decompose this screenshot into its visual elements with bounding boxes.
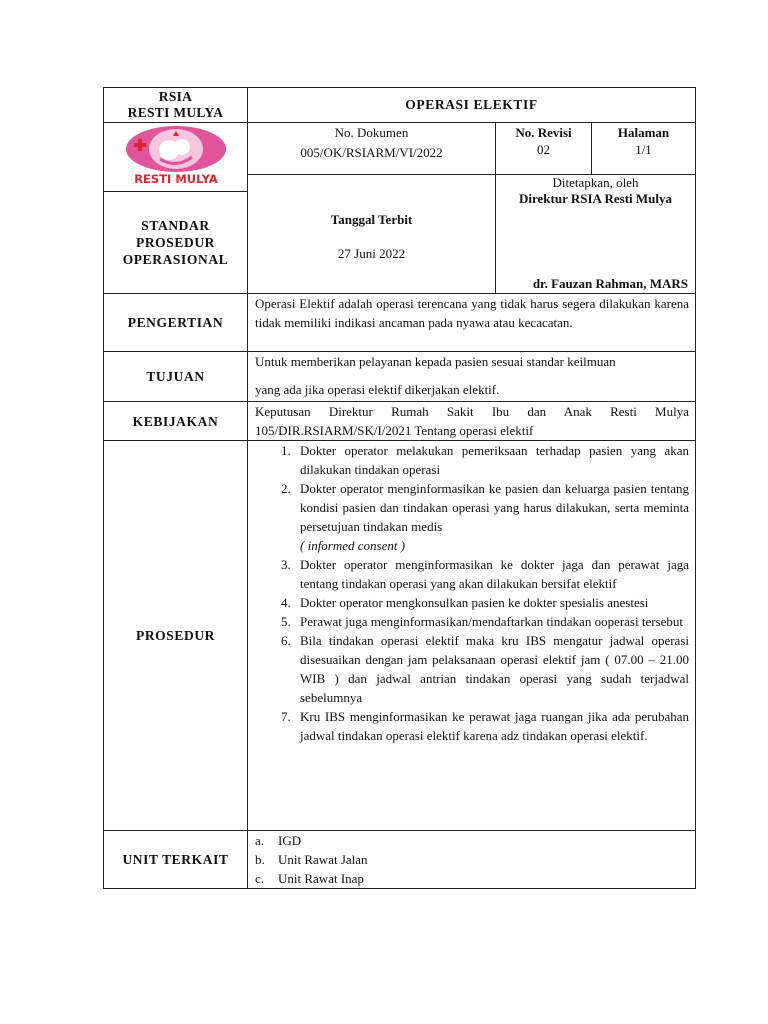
page-label: Halaman bbox=[617, 125, 670, 140]
sop-label-cell bbox=[104, 192, 248, 294]
procedure-step: 1. Dokter operator melakukan pemeriksaan terhadap pasien yang akan dilakukan tindakan operasi bbox=[294, 441, 689, 479]
org-name-cell bbox=[104, 88, 248, 123]
unit-terkait-cell bbox=[248, 831, 696, 889]
procedure-step bbox=[294, 479, 689, 555]
revision-cell bbox=[496, 123, 592, 175]
issue-date-cell bbox=[248, 175, 496, 294]
tujuan-text-line1: Untuk memberikan pelayanan kepada pasien sesuai standar keilmuan bbox=[255, 354, 616, 369]
logo-cell bbox=[104, 123, 248, 192]
unit-item bbox=[255, 869, 689, 888]
unit-name: Unit Rawat Inap bbox=[278, 871, 364, 886]
procedure-list bbox=[248, 441, 689, 745]
sop-table bbox=[103, 87, 696, 889]
informed-consent-note: ( informed consent ) bbox=[300, 538, 406, 553]
approved-by-name: dr. Fauzan Rahman, MARS bbox=[532, 276, 688, 291]
approved-label: Ditetapkan, oleh bbox=[552, 175, 639, 190]
procedure-step: 4. Dokter operator mengkonsulkan pasien ke dokter spesialis anestesi bbox=[294, 593, 689, 612]
unit-item bbox=[255, 831, 689, 850]
unit-terkait-label: UNIT TERKAIT bbox=[104, 831, 248, 889]
doc-number-label: No. Dokumen bbox=[334, 125, 409, 140]
revision-label: No. Revisi bbox=[515, 125, 572, 140]
doc-number-value: 005/OK/RSIARM/VI/2022 bbox=[300, 145, 443, 160]
pengertian-label: PENGERTIAN bbox=[104, 294, 248, 352]
unit-marker: c. bbox=[255, 871, 265, 886]
logo-text: RESTI MULYA bbox=[133, 172, 218, 186]
prosedur-cell bbox=[248, 441, 696, 831]
revision-value: 02 bbox=[537, 142, 550, 157]
tujuan-cell bbox=[248, 352, 696, 402]
sop-label-line1: STANDAR bbox=[141, 218, 210, 233]
unit-list bbox=[248, 831, 689, 888]
unit-item bbox=[255, 850, 689, 869]
sop-label-line2: PROSEDUR bbox=[135, 235, 216, 250]
unit-marker: a. bbox=[255, 833, 265, 848]
kebijakan-label: KEBIJAKAN bbox=[104, 402, 248, 441]
issue-date-value: 27 Juni 2022 bbox=[337, 246, 406, 261]
page-cell bbox=[592, 123, 696, 175]
org-name-line2: RESTI MULYA bbox=[127, 105, 224, 120]
kebijakan-text: Keputusan Direktur Rumah Sakit Ibu dan Anak Resti Mulya 105/DIR.RSIARM/SK/I/2021 Tentang operasi elektif bbox=[248, 402, 696, 441]
hospital-logo bbox=[124, 125, 228, 189]
prosedur-label: PROSEDUR bbox=[104, 441, 248, 831]
unit-name: Unit Rawat Jalan bbox=[278, 852, 368, 867]
unit-name: IGD bbox=[278, 833, 302, 848]
procedure-step: 7. Kru IBS menginformasikan ke perawat jaga ruangan jika ada perubahan jadwal tindakan operasi elektif karena adz tindakan operasi elektif. bbox=[294, 707, 689, 745]
procedure-step: 6. Bila tindakan operasi elektif maka kru IBS mengatur jadwal operasi disesuaikan dengan jam pelaksanaan operasi elektif jam ( 07.00 – 21.00 WIB ) dan jadwal antrian tindakan operasi yang sudah terjadwal sebelumnya bbox=[294, 631, 689, 707]
tujuan-label: TUJUAN bbox=[104, 352, 248, 402]
sop-label-line3: OPERASIONAL bbox=[122, 252, 229, 267]
procedure-step-text: Dokter operator menginformasikan ke pasien dan keluarga pasien tentang kondisi pasien dan tindakan operasi yang harus dilakukan, serta meminta persetujuan tindakan medis bbox=[300, 481, 689, 534]
page-value: 1/1 bbox=[635, 142, 652, 157]
pengertian-text: Operasi Elektif adalah operasi terencana yang tidak harus segera dilakukan karena tidak memiliki indikasi ancaman pada nyawa atau kecacatan. bbox=[248, 294, 696, 352]
issue-date-label: Tanggal Terbit bbox=[330, 212, 413, 227]
unit-marker: b. bbox=[255, 852, 265, 867]
tujuan-text-line2: yang ada jika operasi elektif dikerjakan elektif. bbox=[255, 382, 500, 397]
procedure-step: 3. Dokter operator menginformasikan ke dokter jaga dan perawat jaga tentang tindakan operasi yang akan dilakukan bersifat elektif bbox=[294, 555, 689, 593]
doc-number-cell bbox=[248, 123, 496, 175]
document-title: OPERASI ELEKTIF bbox=[248, 88, 696, 123]
procedure-step: 5. Perawat juga menginformasikan/mendaftarkan tindakan ooperasi tersebut bbox=[294, 612, 689, 631]
approval-cell bbox=[496, 175, 696, 294]
hospital-logo-icon bbox=[124, 125, 228, 189]
approved-by-title: Direktur RSIA Resti Mulya bbox=[519, 191, 672, 206]
org-name-line1: RSIA bbox=[158, 89, 193, 104]
